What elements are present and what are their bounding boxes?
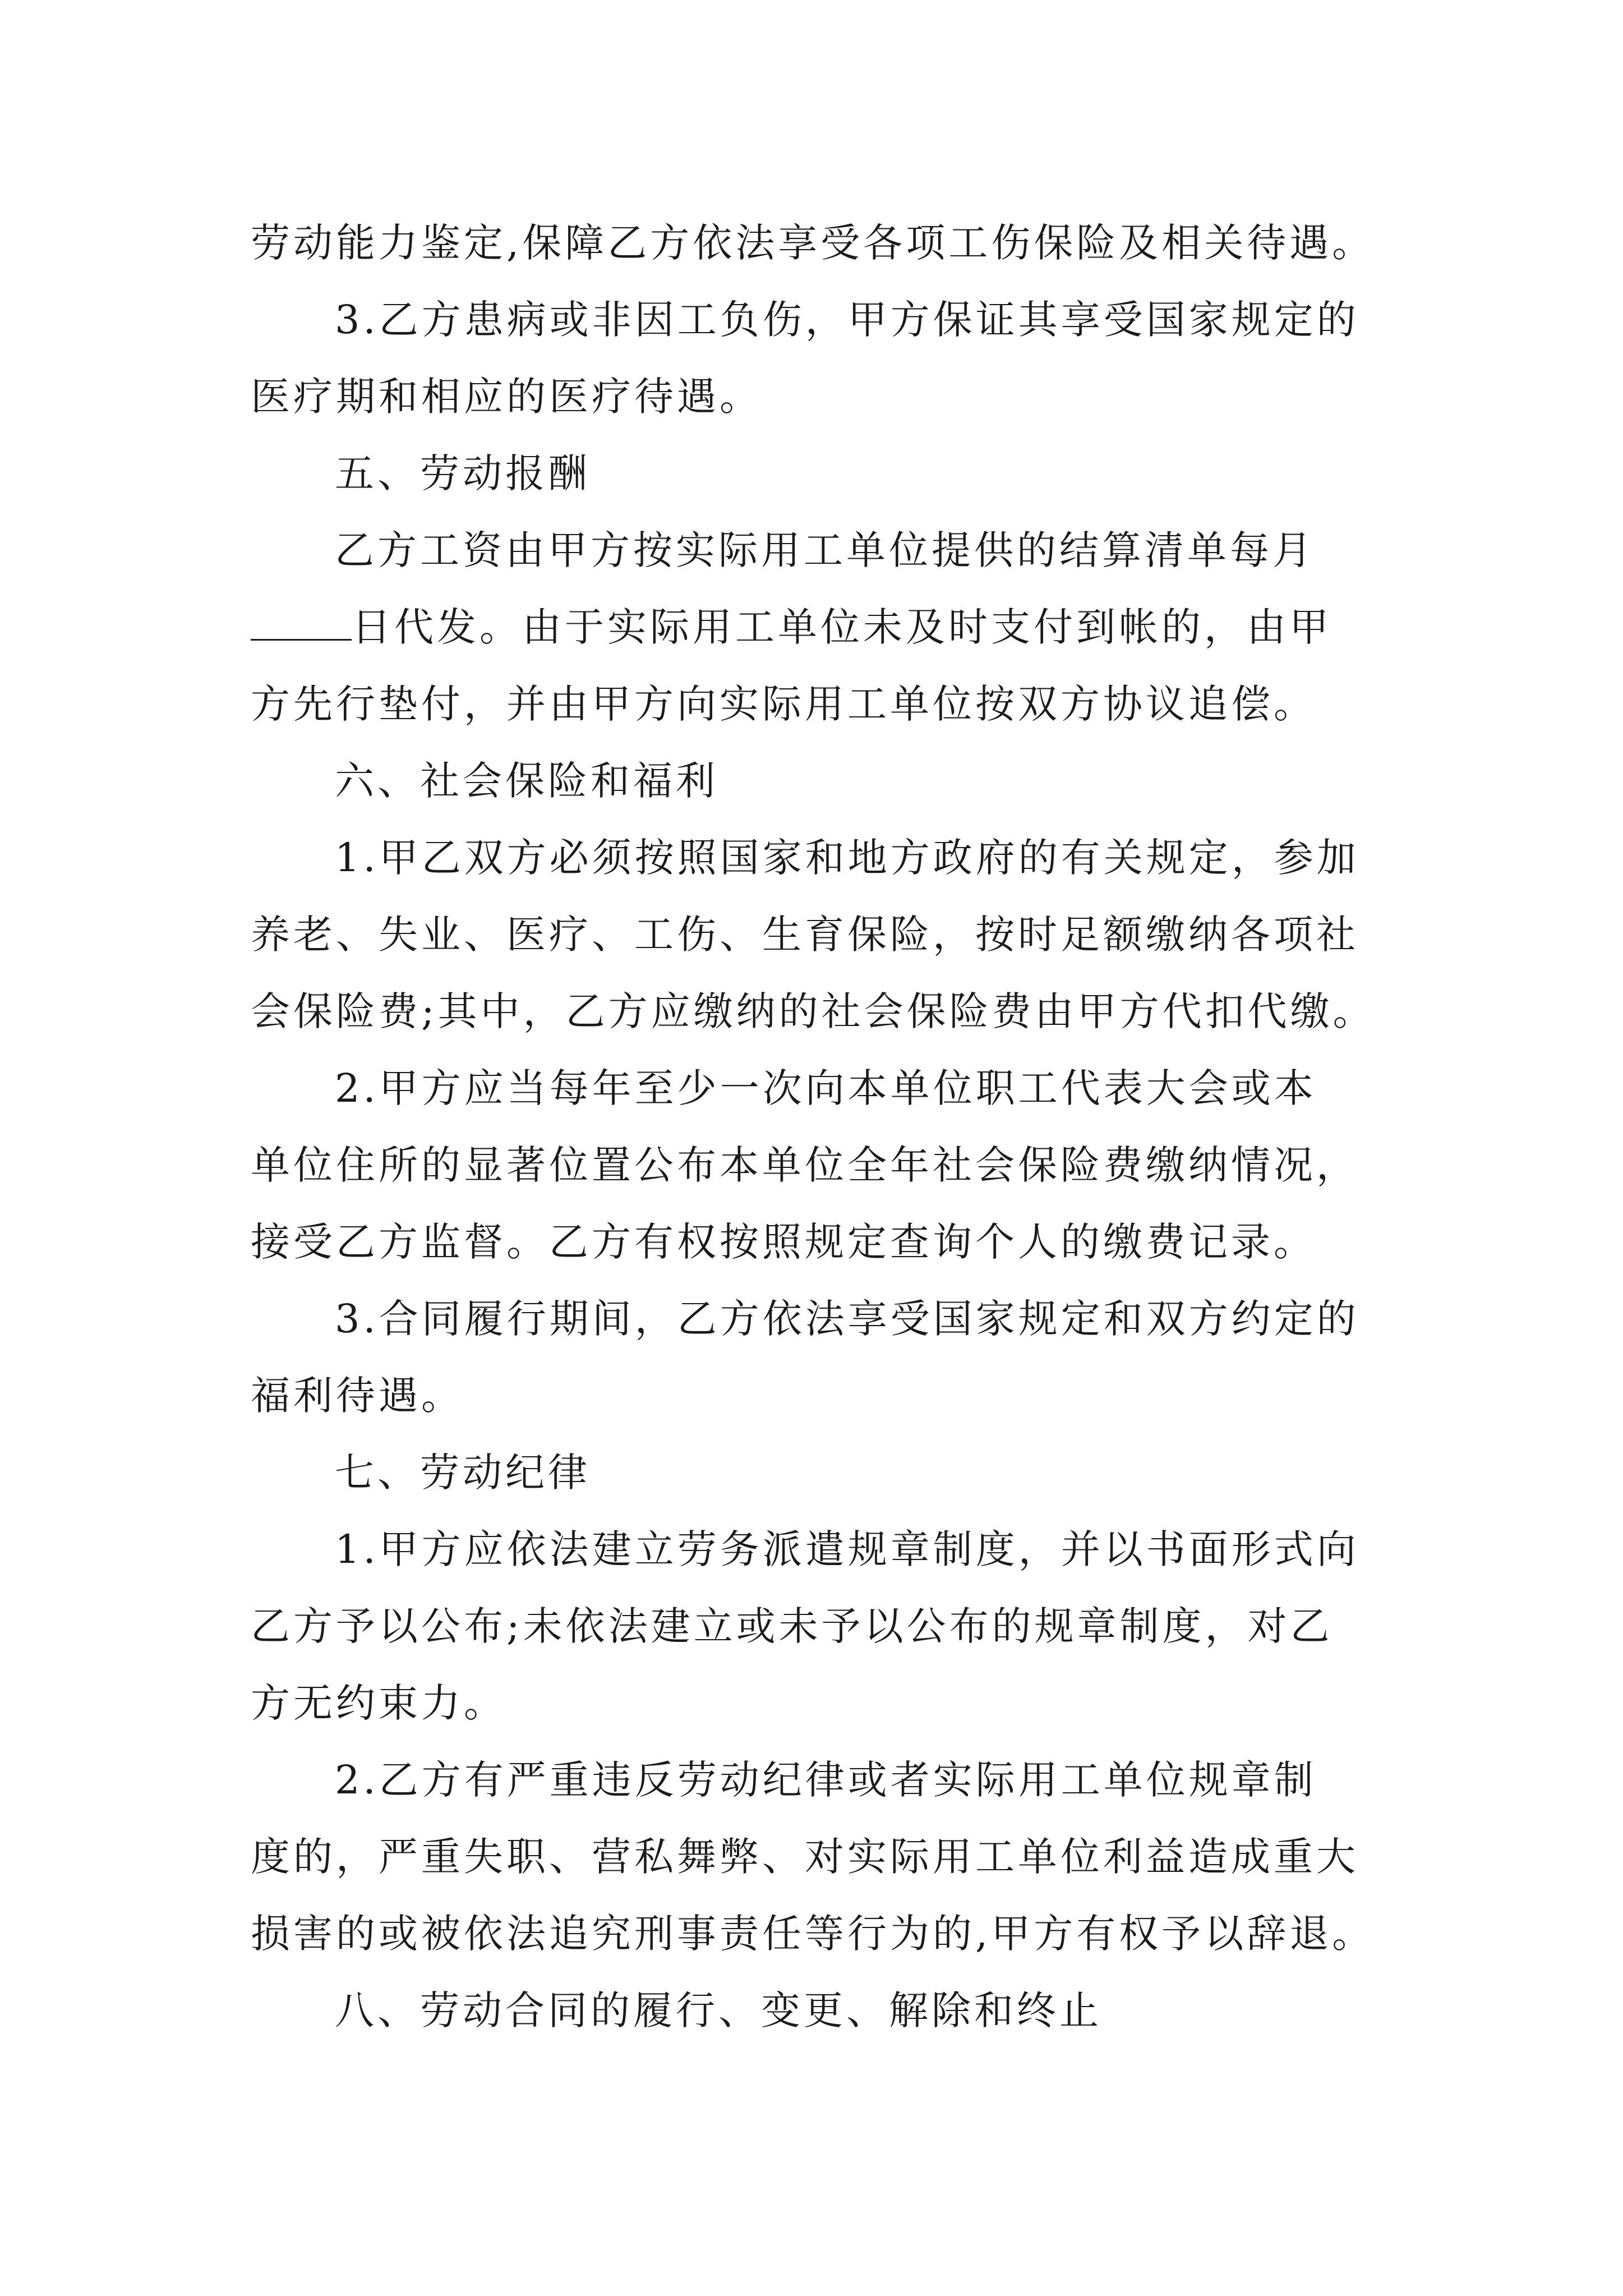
- text-line-content: 日代发。由于实际用工单位未及时支付到帐的，由甲: [352, 604, 1332, 650]
- text-line: 乙方予以公布;未依法建立或未予以公布的规章制度，对乙: [251, 1603, 1333, 1649]
- text-line: 2.乙方有严重违反劳动纪律或者实际用工单位规章制: [335, 1757, 1317, 1803]
- text-line: 接受乙方监督。乙方有权按照规定查询个人的缴费记录。: [251, 1219, 1316, 1265]
- document-body: [251, 205, 1440, 2049]
- section-heading: 七、劳动纪律: [335, 1450, 591, 1496]
- text-line: [251, 589, 1440, 666]
- text-line: 会保险费;其中，乙方应缴纳的社会保险费由甲方代扣代缴。: [251, 988, 1376, 1034]
- text-line: 3.乙方患病或非因工负伤，甲方保证其享受国家规定的: [335, 297, 1359, 343]
- text-line: 3.合同履行期间，乙方依法享受国家规定和双方约定的: [335, 1296, 1359, 1342]
- text-line: 医疗期和相应的医疗待遇。: [251, 374, 762, 420]
- text-line: 方先行垫付，并由甲方向实际用工单位按双方协议追偿。: [251, 681, 1316, 727]
- text-line: 单位住所的显著位置公布本单位全年社会保险费缴纳情况，: [251, 1142, 1359, 1188]
- text-line: 1.甲乙双方必须按照国家和地方政府的有关规定，参加: [335, 835, 1359, 881]
- section-heading: 六、社会保险和福利: [335, 758, 718, 804]
- text-line: 2.甲方应当每年至少一次向本单位职工代表大会或本: [335, 1065, 1317, 1111]
- fill-in-blank[interactable]: [251, 605, 352, 641]
- text-line: 养老、失业、医疗、工伤、生育保险，按时足额缴纳各项社: [251, 912, 1359, 958]
- text-line: 乙方工资由甲方按实际用工单位提供的结算清单每月: [335, 527, 1315, 573]
- text-line: 1.甲方应依法建立劳务派遣规章制度，并以书面形式向: [335, 1526, 1359, 1572]
- text-line: 方无约束力。: [251, 1680, 506, 1726]
- section-heading: 五、劳动报酬: [335, 450, 591, 496]
- text-line: 度的，严重失职、营私舞弊、对实际用工单位利益造成重大: [251, 1834, 1359, 1880]
- text-line: 福利待遇。: [251, 1373, 464, 1419]
- section-heading: 八、劳动合同的履行、变更、解除和终止: [335, 1987, 1102, 2033]
- text-line: 损害的或被依法追究刑事责任等行为的,甲方有权予以辞退。: [251, 1911, 1375, 1957]
- text-line: 劳动能力鉴定,保障乙方依法享受各项工伤保险及相关待遇。: [251, 220, 1375, 266]
